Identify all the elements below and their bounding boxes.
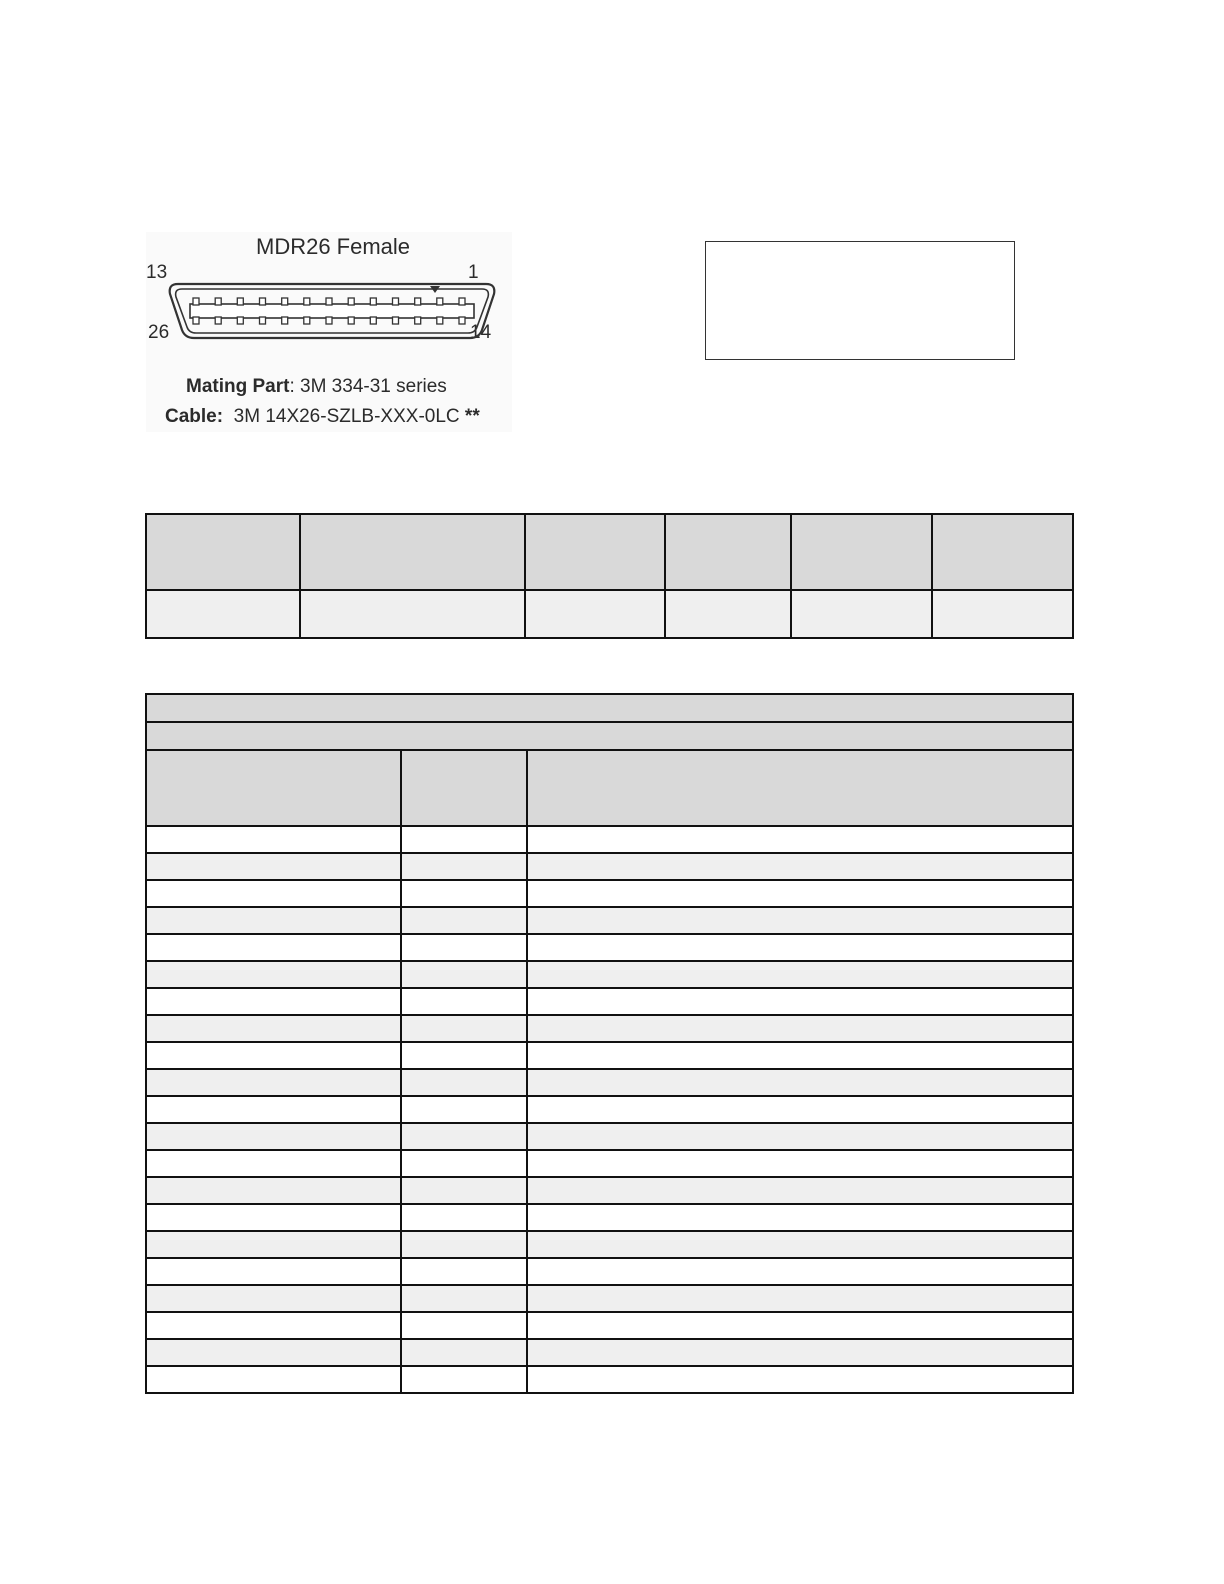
connector-title: MDR26 Female bbox=[256, 234, 411, 259]
pin-table-cell bbox=[527, 1231, 1073, 1258]
pin-table-title-cell bbox=[146, 694, 1073, 722]
connector-pin bbox=[304, 298, 310, 305]
pin-table-cell bbox=[527, 934, 1073, 961]
pin-table-row bbox=[146, 961, 1073, 988]
pin-table-cell bbox=[146, 934, 401, 961]
pin-table-row bbox=[146, 1150, 1073, 1177]
spec-cell bbox=[525, 590, 665, 638]
pin-table-cell bbox=[401, 1285, 527, 1312]
pin-table-row bbox=[146, 1366, 1073, 1393]
pin-label-14: 14 bbox=[470, 322, 492, 343]
connector-pin bbox=[459, 298, 465, 305]
spec-cell bbox=[932, 590, 1073, 638]
connector-pin bbox=[393, 317, 399, 324]
pin-table-row bbox=[146, 1042, 1073, 1069]
pin-table-cell bbox=[146, 1204, 401, 1231]
pin-table-cell bbox=[527, 1312, 1073, 1339]
pin-table-cell bbox=[146, 961, 401, 988]
pin-table-cell bbox=[401, 1015, 527, 1042]
connector-pin bbox=[193, 298, 199, 305]
connector-pin bbox=[393, 298, 399, 305]
pin-table-cell bbox=[146, 1096, 401, 1123]
pin-table-row bbox=[146, 853, 1073, 880]
spec-header-cell bbox=[146, 514, 300, 590]
pin-table-row bbox=[146, 1231, 1073, 1258]
pin-table-cell bbox=[146, 1258, 401, 1285]
pin-table-cell bbox=[527, 1366, 1073, 1393]
pin-table-cell bbox=[146, 1339, 401, 1366]
pin-table-cell bbox=[401, 1177, 527, 1204]
spec-table-header-row bbox=[146, 514, 1073, 590]
pin-table-row bbox=[146, 934, 1073, 961]
pin-table-cell bbox=[146, 1015, 401, 1042]
pin-table-cell bbox=[527, 1123, 1073, 1150]
pin-table-header-cell bbox=[401, 750, 527, 826]
pin-table-cell bbox=[527, 1042, 1073, 1069]
pin-table-subtitle-row bbox=[146, 722, 1073, 750]
blank-notice-box bbox=[705, 241, 1015, 360]
connector-pin bbox=[348, 298, 354, 305]
pin-table-cell bbox=[401, 1258, 527, 1285]
connector-contact-bar bbox=[190, 304, 474, 318]
pin-table-row bbox=[146, 988, 1073, 1015]
connector-pin bbox=[193, 317, 199, 324]
connector-pin bbox=[282, 298, 288, 305]
pin-table-cell bbox=[401, 1204, 527, 1231]
spec-cell bbox=[791, 590, 932, 638]
pin-table-cell bbox=[527, 1096, 1073, 1123]
pin-table-cell bbox=[401, 1096, 527, 1123]
pin-assignment-table bbox=[145, 693, 1074, 1394]
pin-table-cell bbox=[146, 853, 401, 880]
connector-pin bbox=[437, 317, 443, 324]
pin-table-cell bbox=[401, 853, 527, 880]
pin-table-header-cell bbox=[527, 750, 1073, 826]
connector-pin bbox=[370, 317, 376, 324]
spec-header-cell bbox=[932, 514, 1073, 590]
pin-table-row bbox=[146, 1204, 1073, 1231]
pin-table-cell bbox=[527, 1339, 1073, 1366]
pin-table-cell bbox=[401, 907, 527, 934]
pin-table-cell bbox=[527, 1285, 1073, 1312]
connector-pin bbox=[415, 298, 421, 305]
pin-table-cell bbox=[401, 1312, 527, 1339]
connector-pin bbox=[348, 317, 354, 324]
pin-table-cell bbox=[527, 988, 1073, 1015]
pin-table-header-row bbox=[146, 750, 1073, 826]
pin-table-cell bbox=[146, 1177, 401, 1204]
pin-label-13: 13 bbox=[146, 262, 168, 283]
pin-table-cell bbox=[146, 907, 401, 934]
pin-table-cell bbox=[527, 1258, 1073, 1285]
connector-pin bbox=[260, 317, 266, 324]
pin-table-row bbox=[146, 1123, 1073, 1150]
pin-table-row bbox=[146, 1069, 1073, 1096]
spec-header-cell bbox=[300, 514, 525, 590]
pin-table-cell bbox=[527, 1015, 1073, 1042]
connector-pin bbox=[437, 298, 443, 305]
spec-table-row bbox=[146, 590, 1073, 638]
pin-table-cell bbox=[401, 1339, 527, 1366]
pin-table-cell bbox=[146, 826, 401, 853]
spec-header-cell bbox=[525, 514, 665, 590]
connector-pin bbox=[215, 298, 221, 305]
pin-table-cell bbox=[146, 1366, 401, 1393]
cable-suffix: ** bbox=[464, 406, 480, 427]
pin-table-row bbox=[146, 880, 1073, 907]
pin-table-cell bbox=[146, 1069, 401, 1096]
connector-pin bbox=[415, 317, 421, 324]
pin-table-cell bbox=[401, 961, 527, 988]
pin-table-row bbox=[146, 1339, 1073, 1366]
spec-table bbox=[145, 513, 1074, 639]
pin-table-cell bbox=[146, 1231, 401, 1258]
pin-table-cell bbox=[401, 988, 527, 1015]
pin-table-cell bbox=[401, 1366, 527, 1393]
pin-table-cell bbox=[146, 988, 401, 1015]
pin-table-cell bbox=[401, 1150, 527, 1177]
pin-table-row bbox=[146, 826, 1073, 853]
spec-cell bbox=[665, 590, 791, 638]
pin-table-cell bbox=[401, 1231, 527, 1258]
pin-label-26: 26 bbox=[148, 322, 170, 343]
pin-table-cell bbox=[146, 1312, 401, 1339]
connector-pin bbox=[215, 317, 221, 324]
connector-pin bbox=[237, 317, 243, 324]
pin-table-row bbox=[146, 1312, 1073, 1339]
pin-table-subtitle-cell bbox=[146, 722, 1073, 750]
connector-pin bbox=[237, 298, 243, 305]
pin-table-cell bbox=[401, 934, 527, 961]
pin-table-row bbox=[146, 907, 1073, 934]
pin-table-cell bbox=[146, 1042, 401, 1069]
connector-pin bbox=[326, 298, 332, 305]
cable-caption bbox=[165, 406, 480, 428]
pin-table-row bbox=[146, 1096, 1073, 1123]
pin-table-title-row bbox=[146, 694, 1073, 722]
pin-table-cell bbox=[146, 880, 401, 907]
pin-table-cell bbox=[401, 826, 527, 853]
pin-label-1: 1 bbox=[468, 262, 479, 283]
pin-table-cell bbox=[527, 1177, 1073, 1204]
pin-table-header-cell bbox=[146, 750, 401, 826]
spec-cell bbox=[300, 590, 525, 638]
pin-table-row bbox=[146, 1258, 1073, 1285]
pin-table-cell bbox=[527, 880, 1073, 907]
spec-cell bbox=[146, 590, 300, 638]
pin-table-cell bbox=[527, 907, 1073, 934]
pin-table-cell bbox=[146, 1285, 401, 1312]
connector-pin bbox=[260, 298, 266, 305]
cable-value: 3M 14X26-SZLB-XXX-0LC bbox=[233, 406, 460, 427]
pin-table-cell bbox=[146, 1123, 401, 1150]
pin-table-cell bbox=[527, 961, 1073, 988]
pin-table-row bbox=[146, 1015, 1073, 1042]
spec-header-cell bbox=[665, 514, 791, 590]
pin-table-cell bbox=[401, 1069, 527, 1096]
pin-table-cell bbox=[527, 1204, 1073, 1231]
pin-table-cell bbox=[401, 880, 527, 907]
mating-part-label: Mating Part bbox=[186, 376, 290, 397]
connector-pin bbox=[459, 317, 465, 324]
mating-part-caption bbox=[186, 376, 447, 398]
connector-pin bbox=[304, 317, 310, 324]
spec-header-cell bbox=[791, 514, 932, 590]
pin-table-cell bbox=[527, 826, 1073, 853]
pin-table-cell bbox=[527, 1150, 1073, 1177]
pin-table-row bbox=[146, 1177, 1073, 1204]
pin-table-row bbox=[146, 1285, 1073, 1312]
pin-table-cell bbox=[401, 1123, 527, 1150]
mating-part-value: : 3M 334-31 series bbox=[289, 376, 447, 397]
pin-table-cell bbox=[401, 1042, 527, 1069]
connector-pin bbox=[282, 317, 288, 324]
connector-pin bbox=[326, 317, 332, 324]
cable-label: Cable: bbox=[165, 406, 224, 427]
mdr26-connector-drawing bbox=[164, 280, 500, 342]
pin-table-cell bbox=[527, 1069, 1073, 1096]
connector-pin bbox=[370, 298, 376, 305]
pin-table-cell bbox=[527, 853, 1073, 880]
pin-table-cell bbox=[146, 1150, 401, 1177]
